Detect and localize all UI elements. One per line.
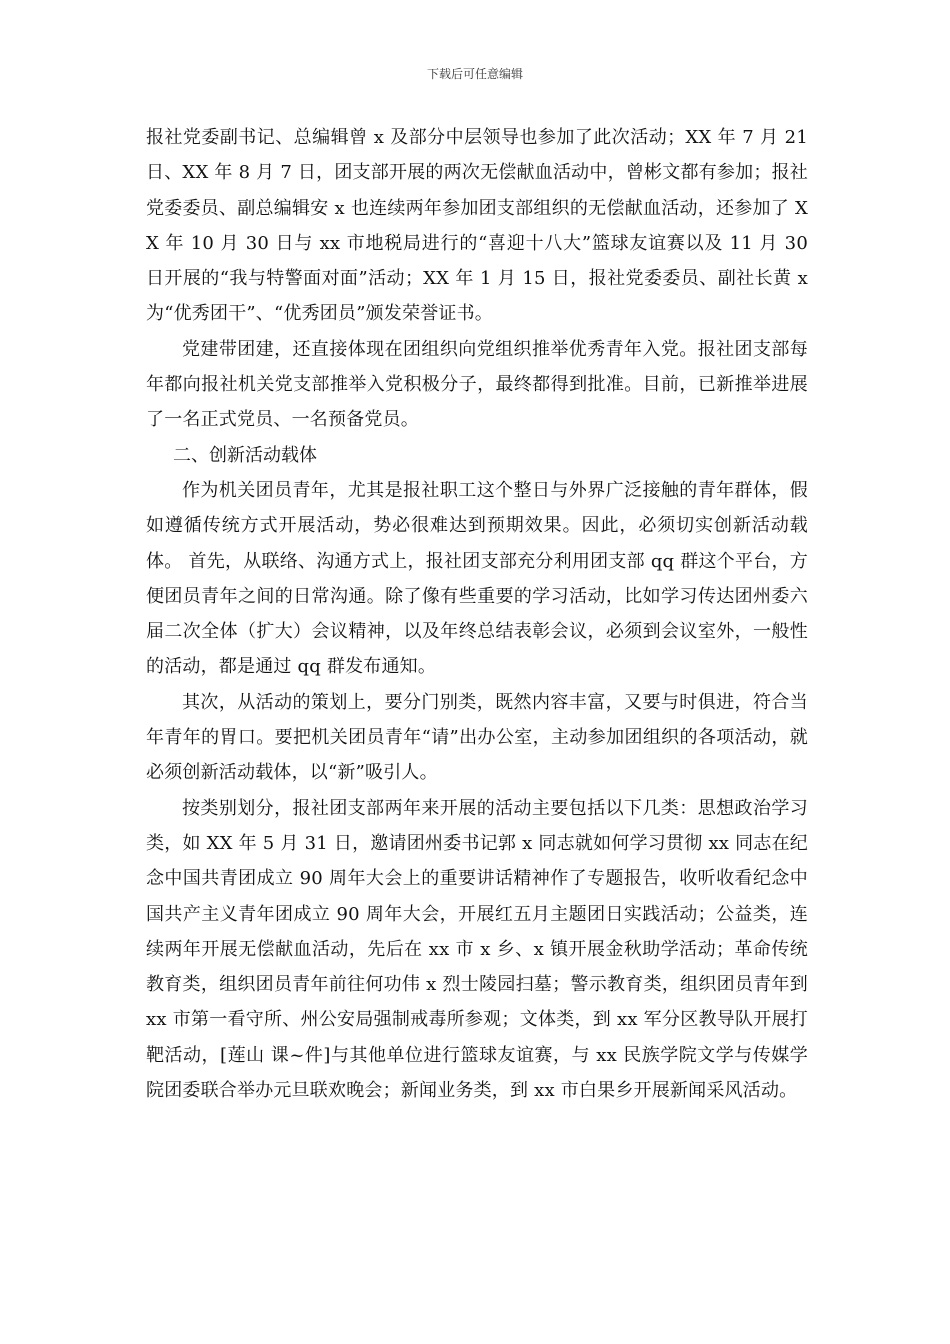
paragraph-party-building: 党建带团建，还直接体现在团组织向党组织推举优秀青年入党。报社团支部每年都向报社机关党支部推举入党积极分子，最终都得到批准。目前，已新推举进展了一名正式党员、一名预备党员。 — [146, 338, 808, 431]
page-header: 下载后可任意编辑 — [426, 67, 523, 81]
document-body — [146, 120, 808, 1108]
paragraph-leaders-activities: 报社党委副书记、总编辑曾 x 及部分中层领导也参加了此次活动；XX 年 7 月 21 日、XX 年 8 月 7 日，团支部开展的两次无偿献血活动中，曾彬文都有参加；报社党委委员、副总编辑安 x 也连续两年参加团支部组织的无偿献血活动，还参加了 XX 年 10 月 30 日与 xx 市地税局进行的“喜迎十八大”篮球友谊赛以及 11 月 30 日开展的“我与特警面对面”活动；XX 年 1 月 15 日，报社党委委员、副社长黄 x 为“优秀团干”、“优秀团员”颁发荣誉证书。 — [146, 127, 808, 325]
paragraph-communication: 作为机关团员青年，尤其是报社职工这个整日与外界广泛接触的青年群体，假如遵循传统方式开展活动，势必很难达到预期效果。因此，必须切实创新活动载体。 首先，从联络、沟通方式上，报社团支部充分利用团支部 qq 群这个平台，方便团员青年之间的日常沟通。除了像有些重要的学习活动，比如学习传达团州委六届二次全体（扩大）会议精神，以及年终总结表彰会议，必须到会议室外，一般性的活动，都是通过 qq 群发布通知。 — [146, 479, 808, 678]
section-heading: 二、创新活动载体 — [173, 444, 317, 466]
paragraph-activity-categories: 按类别划分，报社团支部两年来开展的活动主要包括以下几类：思想政治学习类，如 XX 年 5 月 31 日，邀请团州委书记郭 x 同志就如何学习贯彻 xx 同志在纪念中国共青团成立 90 周年大会上的重要讲话精神作了专题报告，收听收看纪念中国共产主义青年团成立 90 周年大会，开展红五月主题团日实践活动；公益类，连续两年开展无偿献血活动，先后在 xx 市 x 乡、x 镇开展金秋助学活动；革命传统教育类，组织团员青年前往何功伟 x 烈士陵园扫墓；警示教育类，组织团员青年到 xx 市第一看守所、州公安局强制戒毒所参观；文体类，到 xx 军分区教导队开展打靶活动，[莲山 课~件]与其他单位进行篮球友谊赛，与 xx 民族学院文学与传媒学院团委联合举办元旦联欢晚会；新闻业务类，到 xx 市白果乡开展新闻采风活动。 — [146, 797, 808, 1102]
paragraph-activity-planning: 其次，从活动的策划上，要分门别类，既然内容丰富，又要与时俱进，符合当年青年的胃口。要把机关团员青年“请”出办公室，主动参加团组织的各项活动，就必须创新活动载体，以“新”吸引人。 — [146, 691, 808, 784]
